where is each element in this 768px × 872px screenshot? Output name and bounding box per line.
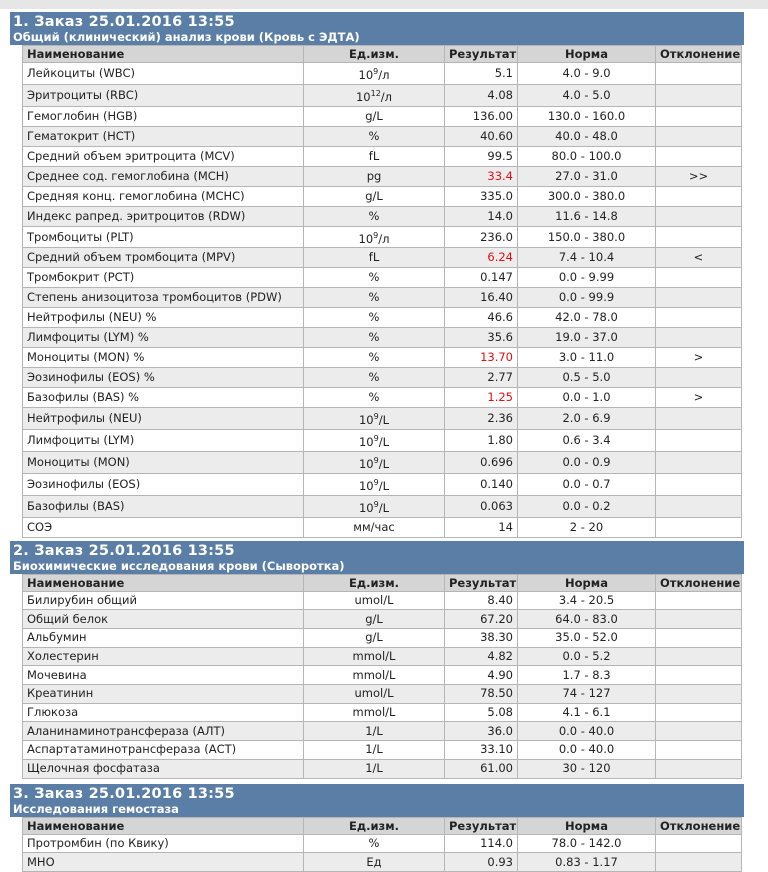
unit-base: 10	[358, 67, 374, 82]
unit-exponent: 9	[373, 477, 379, 487]
column-header-name: Наименование	[23, 817, 304, 834]
test-result: 99.5	[445, 146, 518, 166]
test-unit: pg	[304, 166, 445, 186]
test-norm: 2.0 - 6.9	[518, 408, 656, 430]
column-header-norm: Норма	[518, 46, 656, 63]
test-norm: 19.0 - 37.0	[518, 328, 656, 348]
test-result: 14.0	[445, 206, 518, 226]
unit-tail: /л	[378, 231, 390, 246]
table-row	[23, 517, 742, 537]
test-unit	[304, 452, 445, 474]
test-unit: %	[304, 834, 445, 853]
test-name: Индекс рапред. эритроцитов (RDW)	[23, 206, 304, 226]
test-result: 5.1	[445, 63, 518, 85]
test-deviation	[656, 63, 742, 85]
column-header-norm: Норма	[518, 574, 656, 591]
table-row	[23, 647, 742, 666]
test-result: 1.80	[445, 430, 518, 452]
test-norm: 0.0 - 0.7	[518, 473, 656, 495]
test-unit: %	[304, 308, 445, 328]
test-deviation: >>	[656, 166, 742, 186]
test-name: Общий белок	[23, 610, 304, 629]
table-row	[23, 741, 742, 760]
test-unit: g/L	[304, 186, 445, 206]
test-name: Гематокрит (HCT)	[23, 126, 304, 146]
unit-tail: /л	[380, 89, 393, 104]
order-section	[10, 541, 744, 779]
test-unit: 1/L	[304, 722, 445, 741]
test-norm: 40.0 - 48.0	[518, 126, 656, 146]
unit-base: 10	[358, 231, 374, 246]
table-row	[23, 495, 742, 517]
test-norm: 0.0 - 0.9	[518, 452, 656, 474]
test-name: Билирубин общий	[23, 591, 304, 610]
unit-base: 10	[355, 89, 371, 104]
test-name: Тромбоциты (PLT)	[23, 226, 304, 248]
table-row	[23, 408, 742, 430]
table-row	[23, 473, 742, 495]
test-norm: 0.83 - 1.17	[518, 853, 656, 872]
column-header-name: Наименование	[23, 574, 304, 591]
test-norm: 35.0 - 52.0	[518, 629, 656, 648]
test-deviation	[656, 106, 742, 126]
table-row	[23, 166, 742, 186]
test-deviation	[656, 452, 742, 474]
test-deviation	[656, 84, 742, 106]
test-deviation	[656, 591, 742, 610]
test-unit: umol/L	[304, 591, 445, 610]
test-norm: 150.0 - 380.0	[518, 226, 656, 248]
lab-report	[0, 12, 768, 872]
test-name: Аланинаминотрансфераза (АЛТ)	[23, 722, 304, 741]
results-table	[22, 817, 742, 872]
test-result: 0.696	[445, 452, 518, 474]
test-deviation	[656, 759, 742, 778]
column-header-norm: Норма	[518, 817, 656, 834]
test-result: 38.30	[445, 629, 518, 648]
test-norm: 3.0 - 11.0	[518, 348, 656, 368]
test-deviation	[656, 408, 742, 430]
test-deviation	[656, 495, 742, 517]
test-result: 0.93	[445, 853, 518, 872]
section-subtitle: Общий (клинический) анализ крови (Кровь с ЭДТА)	[13, 30, 360, 44]
test-norm: 0.0 - 5.2	[518, 647, 656, 666]
table-row	[23, 84, 742, 106]
test-unit	[304, 226, 445, 248]
test-result: 236.0	[445, 226, 518, 248]
test-norm: 3.4 - 20.5	[518, 591, 656, 610]
column-header-deviation: Отклонение	[656, 574, 742, 591]
test-norm: 300.0 - 380.0	[518, 186, 656, 206]
test-norm: 0.6 - 3.4	[518, 430, 656, 452]
unit-tail: /л	[378, 67, 390, 82]
column-header-name: Наименование	[23, 46, 304, 63]
test-deviation: <	[656, 248, 742, 268]
table-row	[23, 308, 742, 328]
test-result: 33.10	[445, 741, 518, 760]
test-deviation	[656, 834, 742, 853]
test-unit	[304, 495, 445, 517]
test-norm: 0.5 - 5.0	[518, 368, 656, 388]
test-unit: %	[304, 348, 445, 368]
test-result: 40.60	[445, 126, 518, 146]
test-unit: umol/L	[304, 685, 445, 704]
table-row	[23, 268, 742, 288]
test-result: 136.00	[445, 106, 518, 126]
test-deviation	[656, 703, 742, 722]
test-norm: 42.0 - 78.0	[518, 308, 656, 328]
test-unit: %	[304, 268, 445, 288]
unit-tail: /L	[378, 456, 390, 471]
test-result: 4.82	[445, 647, 518, 666]
test-deviation: >	[656, 388, 742, 408]
test-result: 36.0	[445, 722, 518, 741]
results-table	[22, 45, 742, 538]
unit-exponent: 9	[373, 499, 379, 509]
table-row	[23, 452, 742, 474]
table-row	[23, 226, 742, 248]
test-deviation	[656, 328, 742, 348]
test-result: 13.70	[445, 348, 518, 368]
test-name: Альбумин	[23, 629, 304, 648]
section-subtitle: Биохимические исследования крови (Сыворотка)	[13, 558, 345, 573]
test-name: Тромбокрит (PCT)	[23, 268, 304, 288]
test-name: МНО	[23, 853, 304, 872]
test-norm: 11.6 - 14.8	[518, 206, 656, 226]
test-norm: 0.0 - 40.0	[518, 741, 656, 760]
test-name: Моноциты (MON) %	[23, 348, 304, 368]
test-unit: %	[304, 388, 445, 408]
column-header-unit: Ед.изм.	[304, 46, 445, 63]
test-name: Лимфоциты (LYM) %	[23, 328, 304, 348]
table-row	[23, 430, 742, 452]
unit-tail: /L	[378, 413, 390, 428]
test-norm: 80.0 - 100.0	[518, 146, 656, 166]
test-unit: %	[304, 328, 445, 348]
unit-base: 10	[358, 413, 374, 428]
test-name: СОЭ	[23, 517, 304, 537]
test-unit	[304, 63, 445, 85]
test-result: 4.08	[445, 84, 518, 106]
column-header-deviation: Отклонение	[656, 817, 742, 834]
test-result: 14	[445, 517, 518, 537]
test-unit: 1/L	[304, 759, 445, 778]
test-norm: 7.4 - 10.4	[518, 248, 656, 268]
table-row	[23, 348, 742, 368]
test-deviation	[656, 666, 742, 685]
test-deviation	[656, 288, 742, 308]
test-deviation	[656, 186, 742, 206]
test-unit	[304, 84, 445, 106]
table-row	[23, 834, 742, 853]
test-name: Эритроциты (RBC)	[23, 84, 304, 106]
test-deviation	[656, 473, 742, 495]
unit-exponent: 9	[373, 67, 379, 76]
test-name: Нейтрофилы (NEU)	[23, 408, 304, 430]
test-unit	[304, 473, 445, 495]
column-header-deviation: Отклонение	[656, 46, 742, 63]
test-unit: mmol/L	[304, 647, 445, 666]
section-subtitle: Исследования гемостаза	[13, 801, 179, 816]
section-header	[10, 12, 744, 45]
test-name: Лейкоциты (WBC)	[23, 63, 304, 85]
order-section	[10, 12, 744, 538]
test-deviation	[656, 722, 742, 741]
table-row	[23, 146, 742, 166]
test-result: 61.00	[445, 759, 518, 778]
test-name: Базофилы (BAS) %	[23, 388, 304, 408]
test-unit	[304, 408, 445, 430]
test-deviation	[656, 146, 742, 166]
unit-base: 10	[358, 456, 374, 471]
section-header	[10, 784, 744, 817]
test-name: Протромбин (по Квику)	[23, 834, 304, 853]
order-section	[10, 784, 744, 872]
test-deviation	[656, 610, 742, 629]
test-result: 2.77	[445, 368, 518, 388]
test-result: 35.6	[445, 328, 518, 348]
results-table	[22, 574, 742, 779]
test-deviation	[656, 647, 742, 666]
test-name: Средний объем эритроцита (MCV)	[23, 146, 304, 166]
test-name: Лимфоциты (LYM)	[23, 430, 304, 452]
unit-exponent: 12	[370, 88, 381, 98]
test-name: Мочевина	[23, 666, 304, 685]
test-norm: 1.7 - 8.3	[518, 666, 656, 685]
column-header-result: Результат	[445, 574, 518, 591]
unit-base: 10	[358, 435, 374, 450]
test-unit: mmol/L	[304, 703, 445, 722]
table-row	[23, 126, 742, 146]
test-unit: %	[304, 206, 445, 226]
table-row	[23, 853, 742, 872]
test-result: 8.40	[445, 591, 518, 610]
table-row	[23, 666, 742, 685]
unit-exponent: 9	[373, 456, 379, 466]
test-unit: %	[304, 126, 445, 146]
test-deviation	[656, 741, 742, 760]
top-bar	[0, 0, 768, 9]
test-norm: 78.0 - 142.0	[518, 834, 656, 853]
table-row	[23, 368, 742, 388]
test-unit: %	[304, 368, 445, 388]
test-norm: 0.0 - 40.0	[518, 722, 656, 741]
test-norm: 30 - 120	[518, 759, 656, 778]
test-deviation	[656, 126, 742, 146]
table-row	[23, 288, 742, 308]
test-unit: мм/час	[304, 517, 445, 537]
table-row	[23, 591, 742, 610]
test-result: 6.24	[445, 248, 518, 268]
unit-base: 10	[358, 500, 374, 515]
test-name: Эозинофилы (EOS) %	[23, 368, 304, 388]
section-title: 3. Заказ 25.01.2016 13:55	[13, 785, 235, 802]
test-name: Эозинофилы (EOS)	[23, 473, 304, 495]
column-header-unit: Ед.изм.	[304, 817, 445, 834]
test-name: Нейтрофилы (NEU) %	[23, 308, 304, 328]
table-row	[23, 206, 742, 226]
test-norm: 2 - 20	[518, 517, 656, 537]
test-name: Моноциты (MON)	[23, 452, 304, 474]
test-result: 0.147	[445, 268, 518, 288]
table-row	[23, 63, 742, 85]
test-result: 335.0	[445, 186, 518, 206]
table-row	[23, 610, 742, 629]
table-row	[23, 328, 742, 348]
test-norm: 0.0 - 9.99	[518, 268, 656, 288]
section-header	[10, 541, 744, 574]
test-norm: 64.0 - 83.0	[518, 610, 656, 629]
test-name: Глюкоза	[23, 703, 304, 722]
test-norm: 130.0 - 160.0	[518, 106, 656, 126]
table-row	[23, 629, 742, 648]
test-name: Базофилы (BAS)	[23, 495, 304, 517]
table-row	[23, 759, 742, 778]
table-row	[23, 722, 742, 741]
test-name: Креатинин	[23, 685, 304, 704]
unit-exponent: 9	[373, 434, 379, 444]
test-result: 1.25	[445, 388, 518, 408]
test-unit	[304, 430, 445, 452]
column-header-result: Результат	[445, 46, 518, 63]
test-norm: 4.1 - 6.1	[518, 703, 656, 722]
test-name: Степень анизоцитоза тромбоцитов (PDW)	[23, 288, 304, 308]
test-deviation	[656, 853, 742, 872]
test-result: 16.40	[445, 288, 518, 308]
test-deviation	[656, 268, 742, 288]
test-result: 0.140	[445, 473, 518, 495]
test-result: 78.50	[445, 685, 518, 704]
table-row	[23, 106, 742, 126]
section-title: 2. Заказ 25.01.2016 13:55	[13, 542, 235, 559]
test-unit: 1/L	[304, 741, 445, 760]
test-result: 46.6	[445, 308, 518, 328]
test-name: Средняя конц. гемоглобина (MCHC)	[23, 186, 304, 206]
table-header-row	[23, 574, 742, 591]
test-unit: fL	[304, 248, 445, 268]
test-name: Щелочная фосфатаза	[23, 759, 304, 778]
test-deviation	[656, 226, 742, 248]
test-unit: g/L	[304, 610, 445, 629]
test-norm: 4.0 - 9.0	[518, 63, 656, 85]
test-norm: 0.0 - 1.0	[518, 388, 656, 408]
unit-tail: /L	[378, 435, 390, 450]
test-name: Аспартатаминотрансфераза (АСТ)	[23, 741, 304, 760]
test-result: 2.36	[445, 408, 518, 430]
test-deviation	[656, 430, 742, 452]
test-unit: Ед	[304, 853, 445, 872]
test-norm: 0.0 - 99.9	[518, 288, 656, 308]
test-deviation	[656, 517, 742, 537]
table-row	[23, 248, 742, 268]
test-name: Гемоглобин (HGB)	[23, 106, 304, 126]
test-unit: g/L	[304, 629, 445, 648]
table-row	[23, 685, 742, 704]
table-row	[23, 186, 742, 206]
table-header-row	[23, 817, 742, 834]
test-unit: fL	[304, 146, 445, 166]
test-unit: g/L	[304, 106, 445, 126]
test-result: 114.0	[445, 834, 518, 853]
column-header-unit: Ед.изм.	[304, 574, 445, 591]
test-deviation	[656, 368, 742, 388]
test-result: 33.4	[445, 166, 518, 186]
test-norm: 74 - 127	[518, 685, 656, 704]
test-deviation	[656, 206, 742, 226]
test-norm: 27.0 - 31.0	[518, 166, 656, 186]
table-row	[23, 388, 742, 408]
table-row	[23, 703, 742, 722]
test-result: 0.063	[445, 495, 518, 517]
unit-base: 10	[358, 478, 374, 493]
test-deviation	[656, 685, 742, 704]
test-name: Среднее сод. гемоглобина (MCH)	[23, 166, 304, 186]
column-header-result: Результат	[445, 817, 518, 834]
test-deviation	[656, 629, 742, 648]
table-header-row	[23, 46, 742, 63]
test-unit: mmol/L	[304, 666, 445, 685]
test-name: Холестерин	[23, 647, 304, 666]
test-result: 67.20	[445, 610, 518, 629]
test-unit: %	[304, 288, 445, 308]
unit-tail: /L	[378, 478, 390, 493]
test-norm: 4.0 - 5.0	[518, 84, 656, 106]
test-deviation: >	[656, 348, 742, 368]
test-deviation	[656, 308, 742, 328]
section-title: 1. Заказ 25.01.2016 13:55	[13, 14, 235, 30]
test-result: 5.08	[445, 703, 518, 722]
unit-tail: /L	[378, 500, 390, 515]
test-result: 4.90	[445, 666, 518, 685]
test-norm: 0.0 - 0.2	[518, 495, 656, 517]
unit-exponent: 9	[373, 412, 379, 422]
test-name: Средний объем тромбоцита (MPV)	[23, 248, 304, 268]
unit-exponent: 9	[373, 230, 379, 240]
